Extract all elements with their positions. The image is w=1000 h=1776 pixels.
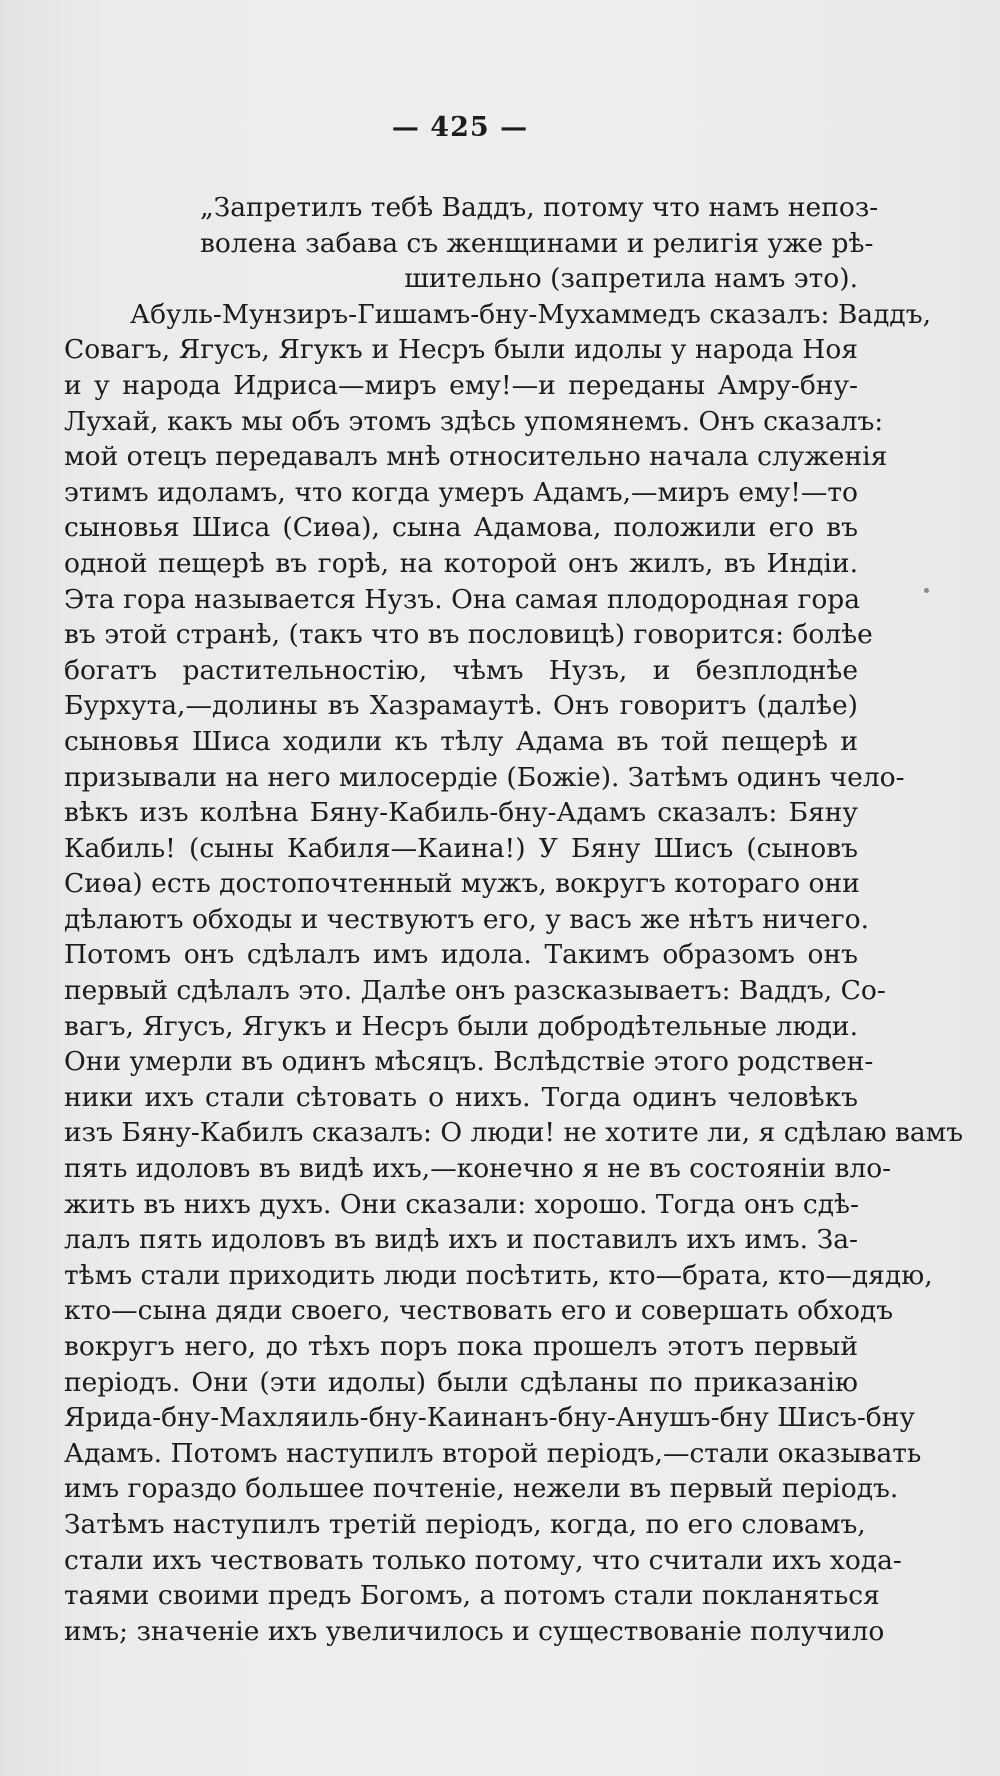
text-line: Адамъ. Потомъ наступилъ второй періодъ,—стали оказывать — [64, 1437, 922, 1469]
text-line: Эта гора называется Нузъ. Она самая плодородная гора — [64, 583, 861, 615]
text-line: Затѣмъ наступилъ третій періодъ, когда, по его словамъ, — [64, 1508, 866, 1540]
text-line: лалъ пять идоловъ въ видѣ ихъ и поставилъ ихъ имъ. За- — [64, 1224, 858, 1256]
text-line: имъ гораздо большее почтеніе, нежели въ первый періодъ. — [64, 1473, 899, 1505]
text-line: шительно (запретила намъ это). — [404, 263, 858, 295]
text-line: пять идоловъ въ видѣ ихъ,—конечно я не въ состояніи вло- — [64, 1153, 892, 1185]
text-line: „Запретилъ тебѣ Ваддъ, потому что намъ непоз- — [200, 192, 879, 223]
text-line: одной пещерѣ въ горѣ, на которой онъ жилъ, въ Индіи. — [64, 547, 858, 579]
text-line: волена забава съ женщинами и религія уже рѣ- — [200, 227, 874, 259]
text-line: періодъ. Они (эти идолы) были сдѣланы по приказанію — [64, 1366, 858, 1398]
text-line: Ярида-бну-Махляиль-бну-Каинанъ-бну-Анушъ-бну Шисъ-бну — [64, 1402, 915, 1434]
text-line: дѣлаютъ обходы и чествуютъ его, у васъ же нѣтъ ничего. — [64, 903, 869, 935]
text-line: Кабиль! (сыны Кабиля—Каина!) У Бяну Шисъ (сыновъ — [64, 832, 858, 864]
text-line: Потомъ онъ сдѣлалъ имъ идола. Такимъ образомъ онъ — [64, 939, 858, 971]
text-line: въ этой странѣ, (такъ что въ пословицѣ) говорится: болѣе — [64, 619, 873, 651]
text-line: Бурхута,—долины въ Хазрамаутѣ. Онъ говоритъ (далѣе) — [64, 690, 858, 722]
text-line: вѣкъ изъ колѣна Бяну-Кабиль-бну-Адамъ сказалъ: Бяну — [64, 797, 858, 829]
text-line: Лухай, какъ мы объ этомъ здѣсь упомянемъ. Онъ сказалъ: — [64, 405, 884, 437]
text-line: вагъ, Ягусъ, Ягукъ и Несръ были добродѣтельные люди. — [64, 1010, 858, 1042]
text-line: таями своими предъ Богомъ, а потомъ стали покланяться — [64, 1580, 880, 1612]
page-number: — 425 — — [391, 112, 529, 143]
text-line: Сиѳа) есть достопочтенный мужъ, вокругъ котораго они — [64, 868, 860, 900]
text-line: вокругъ него, до тѣхъ поръ пока прошелъ этотъ первый — [64, 1331, 858, 1362]
text-line: изъ Бяну-Кабилъ сказалъ: О люди! не хотите ли, я сдѣлаю вамъ — [64, 1117, 964, 1149]
text-line: стали ихъ чествовать только потому, что считали ихъ хода- — [64, 1544, 902, 1576]
text-line: богатъ растительностію, чѣмъ Нузъ, и безплоднѣе — [64, 654, 858, 686]
text-line: и у народа Идриса—миръ ему!—и переданы Амру-бну- — [64, 369, 858, 401]
text-line: первый сдѣлалъ это. Далѣе онъ разсказываетъ: Ваддъ, Со- — [64, 975, 886, 1007]
body-text — [64, 190, 964, 1649]
text-line: этимъ идоламъ, что когда умеръ Адамъ,—миръ ему!—то — [64, 476, 858, 508]
text-line: призывали на него милосердіе (Божіе). Затѣмъ одинъ чело- — [64, 761, 905, 793]
text-line: мой отецъ передавалъ мнѣ относительно начала служенія — [64, 441, 888, 473]
text-line: сыновья Шиса (Сиѳа), сына Адамова, положили его въ — [64, 512, 858, 544]
text-line: тѣмъ стали приходить люди посѣтить, кто—брата, кто—дядю, — [64, 1259, 933, 1291]
text-line: Абуль-Мунзиръ-Гишамъ-бну-Мухаммедъ сказалъ: Ваддъ, — [130, 298, 932, 330]
text-line: Они умерли въ одинъ мѣсяцъ. Вслѣдствіе этого родствен- — [64, 1046, 874, 1078]
text-line: Совагъ, Ягусъ, Ягукъ и Несръ были идолы у народа Ноя — [64, 334, 858, 366]
text-line: жить въ нихъ духъ. Они сказали: хорошо. Тогда онъ сдѣ- — [64, 1188, 859, 1220]
text-line: имъ; значеніе ихъ увеличилось и существованіе получило — [64, 1615, 885, 1647]
text-line: ники ихъ стали сѣтовать о нихъ. Тогда одинъ человѣкъ — [64, 1081, 858, 1113]
paper-speck — [924, 588, 929, 593]
text-line: кто—сына дяди своего, чествовать его и совершать обходъ — [64, 1295, 894, 1327]
text-line: сыновья Шиса ходили къ тѣлу Адама въ той пещерѣ и — [64, 725, 858, 757]
